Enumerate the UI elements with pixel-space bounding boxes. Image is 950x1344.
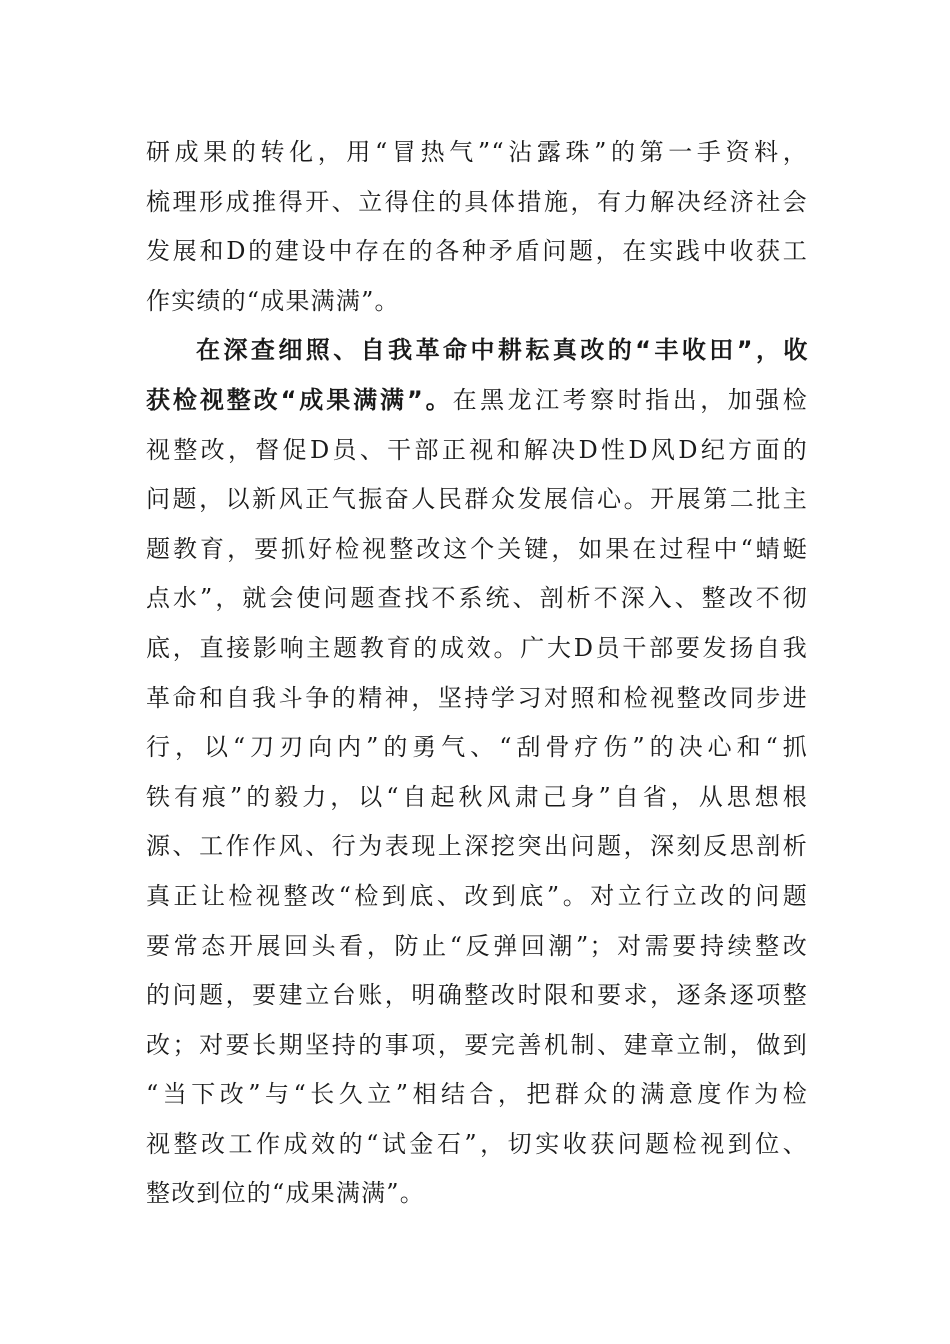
text-line: 作实绩的“成果满满”。 [146,286,400,315]
paragraph-1 [146,128,808,326]
text-line: 铁有痕”的毅力，以“自起秋风肃己身”自省，从思想根 [146,782,808,811]
text-line: 视整改工作成效的“试金石”，切实收获问题检视到位、 [146,1129,808,1158]
paragraph-2 [146,326,808,1219]
text-line-rest: 在黑龙江考察时指出，加强检 [452,385,808,414]
paragraph-heading: 在深查细照、自我革命中耕耘真改的“丰收田”，收 [196,336,808,365]
text-line: 改；对要长期坚持的事项，要完善机制、建章立制，做到 [146,1030,808,1059]
document-page [146,128,808,1219]
text-line: 源、工作作风、行为表现上深挖突出问题，深刻反思剖析 [146,832,808,861]
text-line: 底，直接影响主题教育的成效。广大D员干部要发扬自我 [146,633,808,662]
text-line: 点水”，就会使问题查找不系统、剖析不深入、整改不彻 [146,584,808,613]
text-line: 整改到位的“成果满满”。 [146,1179,425,1208]
text-line [146,376,808,426]
text-line: 真正让检视整改“检到底、改到底”。对立行立改的问题 [146,881,808,910]
text-line: 视整改，督促D员、干部正视和解决D性D风D纪方面的 [146,435,808,464]
text-line: 的问题，要建立台账，明确整改时限和要求，逐条逐项整 [146,981,808,1010]
text-line: 要常态开展回头看，防止“反弹回潮”；对需要持续整改 [146,931,808,960]
text-line: 问题，以新风正气振奋人民群众发展信心。开展第二批主 [146,485,808,514]
paragraph-heading-end: 获检视整改“成果满满”。 [146,385,453,414]
text-line: 题教育，要抓好检视整改这个关键，如果在过程中“蜻蜓 [146,534,808,563]
text-line: 革命和自我斗争的精神，坚持学习对照和检视整改同步进 [146,683,808,712]
text-line: 行，以“刀刃向内”的勇气、“刮骨疗伤”的决心和“抓 [146,733,808,762]
text-line: “当下改”与“长久立”相结合，把群众的满意度作为检 [146,1080,808,1109]
text-line: 发展和D的建设中存在的各种矛盾问题，在实践中收获工 [146,237,808,266]
text-line: 梳理形成推得开、立得住的具体措施，有力解决经济社会 [146,187,808,216]
text-line: 研成果的转化，用“冒热气”“沾露珠”的第一手资料， [146,138,808,166]
